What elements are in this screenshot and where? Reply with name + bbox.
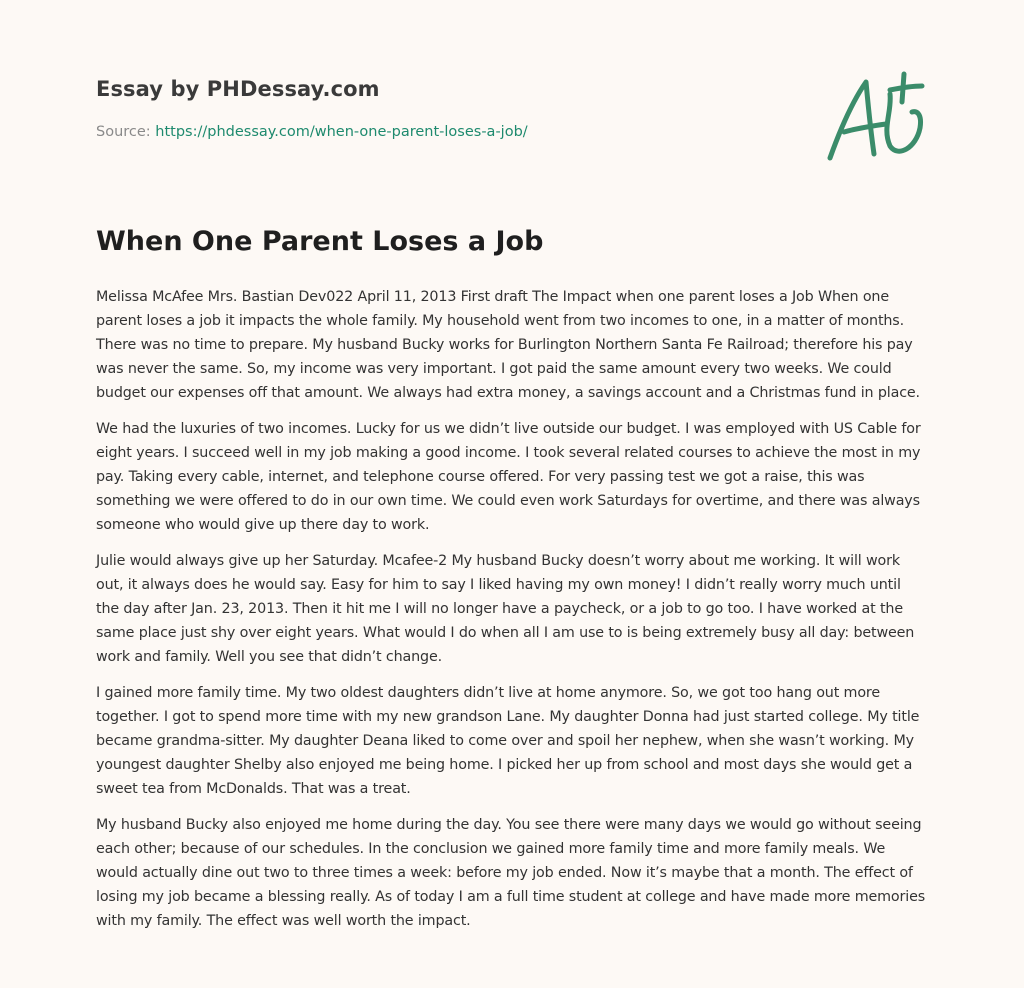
essay-title: When One Parent Loses a Job xyxy=(96,226,544,257)
essay-paragraph: We had the luxuries of two incomes. Lucky for us we didn’t live outside our budget. I was employed with US Cable for eight years. I succeed well in my job making a good income. I took several related courses to achieve the most in my pay. Taking every cable, internet, and telephone course offered. For very passing test we got a raise, this was something we were offered to do in our own time. We could even work Saturdays for overtime, and there was always someone who would give up there day to work. xyxy=(96,421,921,533)
site-title: Essay by PHDessay.com xyxy=(96,77,380,101)
a-plus-logo-icon xyxy=(824,68,928,164)
essay-body xyxy=(96,285,928,945)
essay-paragraph: My husband Bucky also enjoyed me home during the day. You see there were many days we would go without seeing each other; because of our schedules. In the conclusion we gained more family time and more family meals. We would actually dine out two to three times a week: before my job ended. Now it’s maybe that a month. The effect of losing my job became a blessing really. As of today I am a full time student at college and have made more memories with my family. The effect was well worth the impact. xyxy=(96,817,926,929)
essay-paragraph: Julie would always give up her Saturday. Mcafee-2 My husband Bucky doesn’t worry about me working. It will work out, it always does he would say. Easy for him to say I liked having my own money! I didn’t really worry much until the day after Jan. 23, 2013. Then it hit me I will no longer have a paycheck, or a job to go too. I have worked at the same place just shy over eight years. What would I do when all I am use to is being extremely busy all day: between work and family. Well you see that didn’t change. xyxy=(96,553,915,665)
essay-paragraph: I gained more family time. My two oldest daughters didn’t live at home anymore. So, we got too hang out more together. I got to spend more time with my new grandson Lane. My daughter Donna had just started college. My title became grandma-sitter. My daughter Deana liked to come over and spoil her nephew, when she wasn’t working. My youngest daughter Shelby also enjoyed me being home. I picked her up from school and most days she would get a sweet tea from McDonalds. That was a treat. xyxy=(96,685,920,797)
essay-paragraph: Melissa McAfee Mrs. Bastian Dev022 April 11, 2013 First draft The Impact when one parent loses a Job When one parent loses a job it impacts the whole family. My household went from two incomes to one, in a matter of months. There was no time to prepare. My husband Bucky works for Burlington Northern Santa Fe Railroad; therefore his pay was never the same. So, my income was very important. I got paid the same amount every two weeks. We could budget our expenses off that amount. We always had extra money, a savings account and a Christmas fund in place. xyxy=(96,289,920,401)
source-line xyxy=(96,124,528,140)
source-link[interactable]: https://phdessay.com/when-one-parent-loses-a-job/ xyxy=(155,124,528,140)
source-label: Source: xyxy=(96,124,151,140)
